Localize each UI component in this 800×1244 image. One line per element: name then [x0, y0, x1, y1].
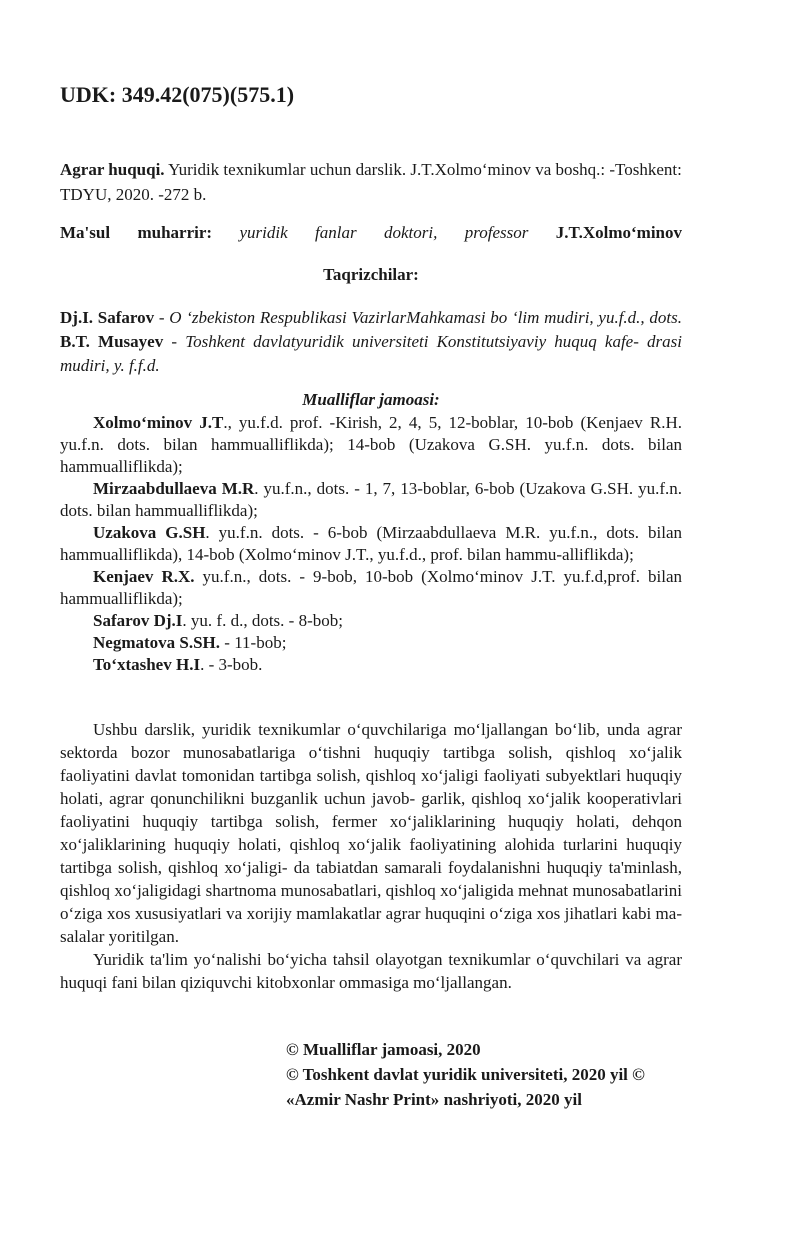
author-name: Mirzaabdullaeva M.R: [93, 479, 255, 498]
reviewer-1-role: O ‘zbekiston Respublikasi VazirlarMahkamasi bo ‘lim mudiri, yu.f.d., dots.: [169, 308, 682, 327]
book-title: Agrar huquqi.: [60, 160, 165, 179]
author-entry: [60, 412, 682, 478]
copyright-line-3: [286, 1087, 706, 1112]
reviewer-2-name: B.T. Musayev: [60, 332, 164, 351]
author-contribution: . yu.f.n., dots. - 1, 7, 13-boblar, 6-bob (Uzakova G.SH. yu.f.n. dots. bilan hammualliflikda);: [60, 479, 682, 520]
bibliographic-details: Yuridik texnikumlar uchun darslik. J.T.Xolmo‘minov va boshq.: -Toshkent: TDYU, 2020. -272 b.: [60, 160, 682, 204]
editor-name: J.T.Xolmo‘minov: [555, 223, 683, 242]
author-name: Xolmo‘minov J.T: [93, 413, 224, 432]
author-name: Safarov Dj.I: [93, 611, 183, 630]
author-name: Uzakova G.SH: [93, 523, 206, 542]
author-contribution: . yu. f. d., dots. - 8-bob;: [182, 611, 343, 630]
editor-label: Ma'sul muharrir:: [60, 223, 213, 242]
author-contribution: ., yu.f.d. prof. -Kirish, 2, 4, 5, 12-boblar, 10-bob (Kenjaev R.H. yu.f.n. dots. bilan hammualliflikda); 14-bob (Uzakova G.SH. yu.f.n. dots. bilan hammualliflikda);: [60, 413, 682, 476]
author-entry: [60, 610, 682, 632]
udk-code: UDK: 349.42(075)(575.1): [60, 82, 295, 107]
author-contribution: . yu.f.n. dots. - 6-bob (Mirzaabdullaeva M.R. yu.f.n., dots. bilan hammualliflikda), 14-bob (Xolmo‘minov J.T., yu.f.d., prof. bilan hammu-alliflikda);: [60, 523, 682, 564]
authors-list: [60, 412, 682, 676]
author-name: To‘xtashev H.I: [93, 655, 201, 674]
author-entry: [60, 654, 682, 676]
author-entry: [60, 632, 682, 654]
description-paragraph-1: Ushbu darslik, yuridik texnikumlar o‘quvchilariga mo‘ljallangan bo‘lib, unda agrar sektorda bozor munosabatlariga o‘tishni huquqiy tartibga solish, qishloq xo‘jalik faoliyatini davlat tomonidan tartibga solish, qishloq xo‘jaligi faoliyati subyektlari huquqiy holati, agrar qonunchilikni buzganlik uchun javob- garlik, qishloq xo‘jalik kooperativlari faoliyatini huquqiy tartibga solish, fermer xo‘jaliklarining huquqiy holati, dehqon xo‘jaliklarining huquqiy holati, qishloq xo‘jalik faoliyatining alohida turlarini huquqiy tartibga solish, qishloq xo‘jaligi- da tabiatdan samarali foydalanishni huquqiy ta'minlash, qishloq xo‘jaligidagi shartnoma munosabatlari, qishloq xo‘jaligida mehnat munosabatlarini o‘ziga xos xususiyatlari va xorijiy mamlakatlar agrar huquqini o‘ziga xos jihatlari kabi ma-salalar yoritilgan.: [60, 720, 682, 946]
reviewer-1-separator: -: [154, 308, 170, 327]
copyright-line-2: © Toshkent davlat yuridik universiteti, 2020 yil ©: [286, 1065, 645, 1084]
author-entry: [60, 566, 682, 610]
author-entry: [60, 522, 682, 566]
reviewers-heading: Taqrizchilar:: [323, 265, 419, 284]
reviewer-1-name: Dj.I. Safarov: [60, 308, 155, 327]
editor-role: yuridik fanlar doktori, professor: [239, 223, 529, 242]
reviewers-list: [60, 306, 682, 378]
reviewer-2-separator: -: [163, 332, 186, 351]
author-name: Kenjaev R.X.: [93, 567, 195, 586]
author-contribution: yu.f.n., dots. - 9-bob, 10-bob (Xolmo‘minov J.T. yu.f.d,prof. bilan hammualliflikda);: [60, 567, 682, 608]
author-entry: [60, 478, 682, 522]
book-description: [60, 718, 682, 994]
copyright-line-1: © Mualliflar jamoasi, 2020: [286, 1040, 481, 1059]
bibliographic-record: [60, 157, 682, 207]
reviewer-2-role: Toshkent davlatyuridik universiteti Konstitutsiyaviy huquq kafe- drasi mudiri, y. f.f.d.: [60, 332, 682, 375]
description-paragraph-2: Yuridik ta'lim yo‘nalishi bo‘yicha tahsil olayotgan texnikumlar o‘quvchilari va agrar huquqi fani bilan qiziquvchi kitobxonlar ommasiga mo‘ljallangan.: [60, 950, 682, 992]
copyright-block: [286, 1037, 706, 1112]
authors-heading: Mualliflar jamoasi:: [302, 390, 440, 409]
author-name: Negmatova S.SH.: [93, 633, 221, 652]
publisher-name: «Azmir Nashr Print»: [286, 1090, 440, 1109]
responsible-editor: [60, 220, 682, 245]
author-contribution: . - 3-bob.: [200, 655, 263, 674]
publisher-suffix: nashriyoti, 2020 yil: [439, 1090, 582, 1109]
author-contribution: - 11-bob;: [220, 633, 287, 652]
